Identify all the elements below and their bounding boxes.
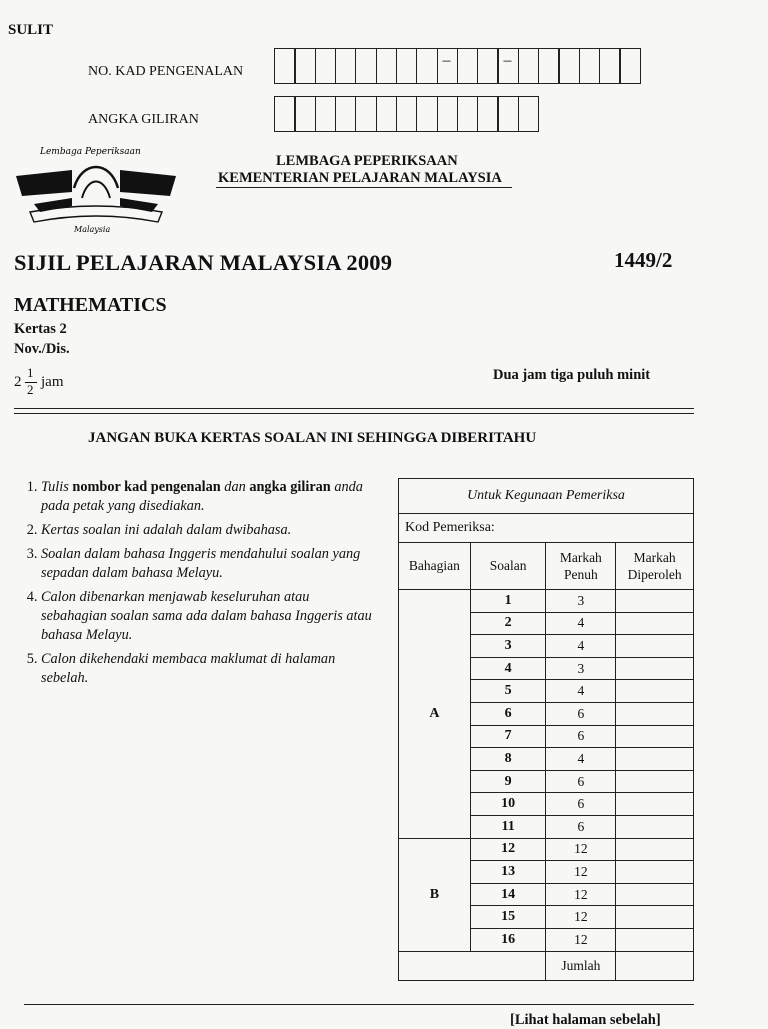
full-marks: 4 (546, 680, 616, 703)
full-marks: 12 (546, 838, 616, 861)
seat-box[interactable] (497, 96, 519, 132)
obtained-marks-cell[interactable] (616, 725, 694, 748)
obtained-marks-cell[interactable] (616, 612, 694, 635)
question-number: 8 (470, 748, 546, 771)
question-number: 12 (470, 838, 546, 861)
instruction-item: 3. Soalan dalam bahasa Inggeris mendahului soalan yang sepadan dalam bahasa Melayu. (41, 545, 373, 583)
question-number: 11 (470, 815, 546, 838)
obtained-marks-cell[interactable] (616, 861, 694, 884)
id-box[interactable] (558, 48, 580, 84)
seat-box[interactable] (315, 96, 337, 132)
obtained-marks-cell[interactable] (616, 793, 694, 816)
id-box[interactable] (579, 48, 601, 84)
id-number-label: NO. KAD PENGENALAN (88, 64, 244, 79)
id-box-dash (497, 48, 519, 84)
seat-box[interactable] (477, 96, 499, 132)
col-header-full-marks: Markah Penuh (546, 543, 616, 590)
seat-number-label: ANGKA GILIRAN (88, 112, 199, 127)
obtained-marks-cell[interactable] (616, 815, 694, 838)
seat-box[interactable] (396, 96, 418, 132)
question-number: 2 (470, 612, 546, 635)
id-box[interactable] (619, 48, 641, 84)
obtained-marks-cell[interactable] (616, 702, 694, 725)
full-marks: 4 (546, 635, 616, 658)
obtained-marks-cell[interactable] (616, 906, 694, 929)
exam-title: SIJIL PELAJARAN MALAYSIA 2009 (14, 250, 393, 275)
board-underline (216, 187, 512, 188)
sulit-label: SULIT (8, 22, 54, 38)
seat-box[interactable] (335, 96, 357, 132)
obtained-marks-cell[interactable] (616, 770, 694, 793)
duration-words: Dua jam tiga puluh minit (493, 367, 651, 383)
question-number: 13 (470, 861, 546, 884)
total-label: Jumlah (546, 951, 616, 980)
id-box[interactable] (457, 48, 479, 84)
instruction-item: 4. Calon dibenarkan menjawab keseluruhan atau sebahagian soalan sama ada dalam bahasa Inggeris atau bahasa Melayu. (41, 588, 373, 645)
instruction-item: 2. Kertas soalan ini adalah dalam dwibahasa. (41, 521, 373, 540)
id-box[interactable] (335, 48, 357, 84)
id-box-dash (437, 48, 459, 84)
section-label: B (399, 838, 471, 951)
table-row (399, 590, 694, 613)
id-box[interactable] (477, 48, 499, 84)
question-number: 14 (470, 883, 546, 906)
full-marks: 3 (546, 590, 616, 613)
question-number: 6 (470, 702, 546, 725)
seat-box[interactable] (457, 96, 479, 132)
full-marks: 6 (546, 702, 616, 725)
exam-board-logo-icon (12, 140, 180, 236)
obtained-marks-cell[interactable] (616, 838, 694, 861)
full-marks: 12 (546, 928, 616, 951)
obtained-marks-cell[interactable] (616, 748, 694, 771)
id-number-boxes[interactable] (274, 48, 640, 84)
id-box[interactable] (274, 48, 296, 84)
obtained-marks-cell[interactable] (616, 883, 694, 906)
seat-box[interactable] (294, 96, 316, 132)
full-marks: 6 (546, 725, 616, 748)
seat-box[interactable] (274, 96, 296, 132)
question-number: 16 (470, 928, 546, 951)
full-marks: 12 (546, 861, 616, 884)
seat-box[interactable] (355, 96, 377, 132)
board-name-line1: LEMBAGA PEPERIKSAAN (276, 153, 458, 169)
seat-box[interactable] (416, 96, 438, 132)
full-marks: 4 (546, 748, 616, 771)
paper-code: 1449/2 (614, 248, 673, 272)
total-marks-cell[interactable] (616, 951, 694, 980)
full-marks: 3 (546, 657, 616, 680)
svg-text:Lembaga Peperiksaan: Lembaga Peperiksaan (40, 147, 141, 157)
full-marks: 4 (546, 612, 616, 635)
id-box[interactable] (376, 48, 398, 84)
divider-top (14, 408, 694, 409)
id-box[interactable] (294, 48, 316, 84)
question-number: 4 (470, 657, 546, 680)
full-marks: 6 (546, 770, 616, 793)
examiner-marks-table (398, 478, 694, 981)
table-row (399, 838, 694, 861)
question-number: 1 (470, 590, 546, 613)
seat-number-boxes[interactable] (274, 96, 538, 132)
instruction-item: 1. Tulis nombor kad pengenalan dan angka giliran anda pada petak yang disediakan. (41, 478, 373, 516)
total-blank (399, 951, 546, 980)
full-marks: 6 (546, 793, 616, 816)
col-header-question: Soalan (470, 543, 546, 590)
exam-session: Nov./Dis. (14, 341, 70, 357)
paper-number: Kertas 2 (14, 321, 67, 337)
id-box[interactable] (416, 48, 438, 84)
next-page-note: [Lihat halaman sebelah] (510, 1012, 661, 1028)
seat-box[interactable] (376, 96, 398, 132)
col-header-obtained-marks: Markah Diperoleh (616, 543, 694, 590)
subject-name: MATHEMATICS (14, 294, 167, 316)
id-box[interactable] (518, 48, 540, 84)
id-box[interactable] (355, 48, 377, 84)
full-marks: 12 (546, 906, 616, 929)
examiner-table-title: Untuk Kegunaan Pemeriksa (399, 479, 694, 514)
examiner-code-label: Kod Pemeriksa: (399, 514, 694, 543)
svg-text:Malaysia: Malaysia (74, 225, 111, 234)
obtained-marks-cell[interactable] (616, 657, 694, 680)
question-number: 7 (470, 725, 546, 748)
col-header-section: Bahagian (399, 543, 471, 590)
question-number: 9 (470, 770, 546, 793)
obtained-marks-cell[interactable] (616, 635, 694, 658)
seat-box[interactable] (518, 96, 540, 132)
obtained-marks-cell[interactable] (616, 680, 694, 703)
question-number: 10 (470, 793, 546, 816)
id-box[interactable] (538, 48, 560, 84)
section-label: A (399, 590, 471, 839)
full-marks: 6 (546, 815, 616, 838)
obtained-marks-cell[interactable] (616, 590, 694, 613)
question-number: 3 (470, 635, 546, 658)
board-name-line2: KEMENTERIAN PELAJARAN MALAYSIA (218, 170, 502, 186)
question-number: 15 (470, 906, 546, 929)
seat-box[interactable] (437, 96, 459, 132)
footer-rule (24, 1004, 694, 1005)
id-box[interactable] (315, 48, 337, 84)
question-number: 5 (470, 680, 546, 703)
divider-bottom (14, 413, 694, 414)
obtained-marks-cell[interactable] (616, 928, 694, 951)
id-box[interactable] (599, 48, 621, 84)
do-not-open-warning: JANGAN BUKA KERTAS SOALAN INI SEHINGGA DIBERITAHU (88, 430, 537, 446)
id-box[interactable] (396, 48, 418, 84)
instructions (18, 478, 373, 693)
instruction-item: 5. Calon dikehendaki membaca maklumat di halaman sebelah. (41, 650, 373, 688)
full-marks: 12 (546, 883, 616, 906)
